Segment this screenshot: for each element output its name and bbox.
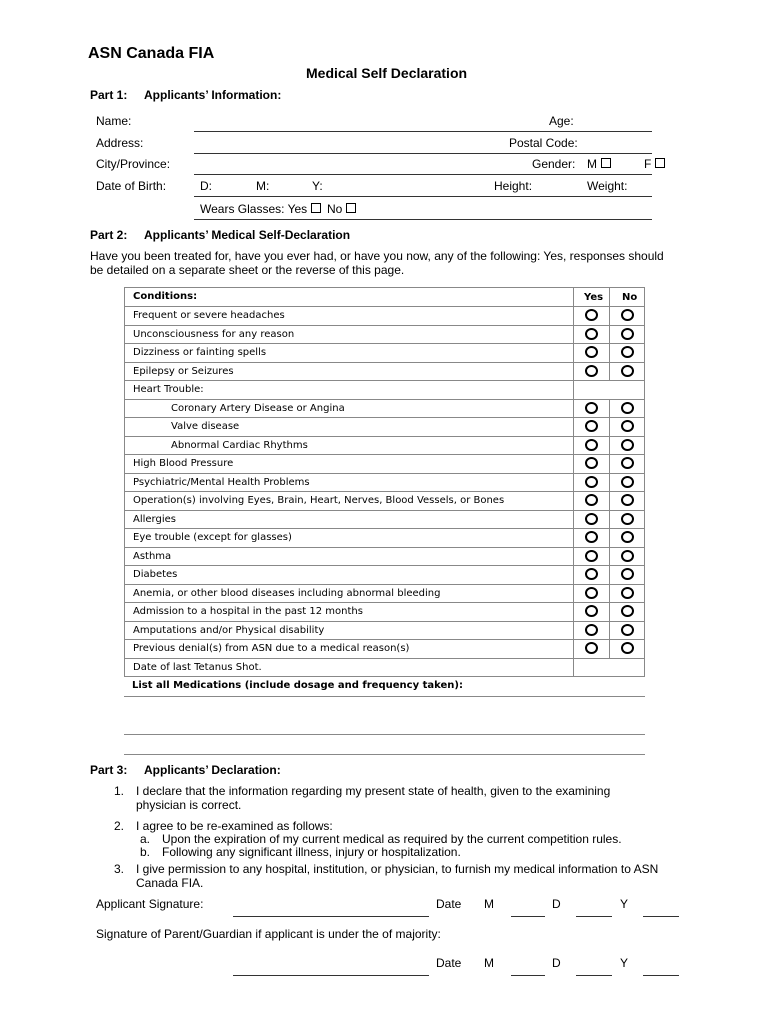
- condition-label: Amputations and/or Physical disability: [133, 624, 325, 636]
- dob-day-label: D:: [200, 179, 212, 193]
- yes-radio[interactable]: [585, 476, 598, 488]
- date-label: Date: [436, 897, 462, 911]
- no-radio[interactable]: [621, 328, 634, 340]
- city-line[interactable]: [194, 174, 652, 175]
- condition-label: Abnormal Cardiac Rhythms: [171, 439, 308, 451]
- condition-row: [124, 603, 645, 622]
- date-month-label: M: [484, 956, 494, 970]
- yes-radio[interactable]: [585, 550, 598, 562]
- condition-label: Anemia, or other blood diseases including abnormal bleeding: [133, 587, 441, 599]
- weight-label: Weight:: [587, 179, 628, 193]
- condition-row: [124, 307, 645, 326]
- yes-radio[interactable]: [585, 513, 598, 525]
- condition-label: Psychiatric/Mental Health Problems: [133, 476, 310, 488]
- date-label: Date: [436, 956, 462, 970]
- no-radio[interactable]: [621, 642, 634, 654]
- no-radio[interactable]: [621, 365, 634, 377]
- item1-number: 1.: [114, 784, 125, 798]
- tetanus-date-row: [124, 659, 645, 678]
- medications-line[interactable]: [124, 754, 645, 755]
- dob-month-label: M:: [256, 179, 270, 193]
- yes-radio[interactable]: [585, 568, 598, 580]
- table-header-row: [124, 287, 645, 307]
- city-province-label: City/Province:: [96, 157, 171, 171]
- conditions-header: Conditions:: [133, 291, 198, 302]
- condition-row: [124, 548, 645, 567]
- no-radio[interactable]: [621, 605, 634, 617]
- no-radio[interactable]: [621, 587, 634, 599]
- condition-row: [124, 474, 645, 493]
- yes-radio[interactable]: [585, 624, 598, 636]
- condition-label: Admission to a hospital in the past 12 months: [133, 606, 363, 617]
- wears-glasses-text: Wears Glasses: Yes: [200, 202, 308, 216]
- no-header: No: [622, 292, 638, 303]
- part2-title: Applicants’ Medical Self-Declaration: [144, 228, 351, 242]
- condition-label: Dizziness or fainting spells: [133, 347, 267, 358]
- no-radio[interactable]: [621, 346, 634, 358]
- condition-row: [124, 418, 645, 437]
- condition-label: Frequent or severe headaches: [133, 310, 285, 321]
- glasses-no-text: No: [327, 202, 343, 216]
- condition-row: [124, 326, 645, 345]
- condition-label: High Blood Pressure: [133, 458, 234, 469]
- glasses-line: [194, 219, 652, 220]
- item2a-text: Upon the expiration of my current medical as required by the current competition rules.: [162, 832, 622, 846]
- date-day-label: D: [552, 956, 561, 970]
- guardian-signature-line[interactable]: [233, 975, 429, 976]
- date-year-label: Y: [620, 956, 629, 970]
- applicant-signature-label: Applicant Signature:: [96, 897, 204, 911]
- no-radio[interactable]: [621, 624, 634, 636]
- no-radio[interactable]: [621, 513, 634, 525]
- yes-radio[interactable]: [585, 457, 598, 469]
- item2b-number: b.: [140, 845, 151, 859]
- address-label: Address:: [96, 136, 144, 150]
- condition-label: Eye trouble (except for glasses): [133, 532, 292, 543]
- item2-number: 2.: [114, 819, 125, 833]
- no-radio[interactable]: [621, 476, 634, 488]
- part2-intro: Have you been treated for, have you ever had, or have you now, any of the following: Yes, responses should be detailed on a separate sheet or the reverse of this page.: [90, 249, 664, 277]
- date-day-label: D: [552, 897, 561, 911]
- gender-f-text: F: [644, 157, 652, 171]
- checkbox-icon[interactable]: [311, 203, 321, 213]
- condition-label: Unconsciousness for any reason: [133, 328, 295, 340]
- item1-text: I declare that the information regarding my present state of health, given to the examining physician is correct.: [136, 784, 611, 812]
- no-radio[interactable]: [621, 550, 634, 562]
- condition-label: Allergies: [133, 513, 176, 525]
- no-radio[interactable]: [621, 494, 634, 506]
- checkbox-icon[interactable]: [601, 158, 611, 168]
- address-line[interactable]: [194, 153, 652, 154]
- yes-radio[interactable]: [585, 587, 598, 599]
- part1-title: Applicants’ Information:: [144, 88, 282, 102]
- name-line[interactable]: [194, 131, 652, 132]
- condition-row: [124, 363, 645, 382]
- date-month-line[interactable]: [511, 916, 545, 917]
- applicant-signature-line[interactable]: [233, 916, 429, 917]
- item2-text: I agree to be re-examined as follows:: [136, 819, 333, 833]
- gender-m-text: M: [587, 157, 597, 171]
- item3-text: I give permission to any hospital, institution, or physician, to furnish my medical information to ASN Canada FIA.: [136, 862, 659, 890]
- yes-radio[interactable]: [585, 605, 598, 617]
- name-label: Name:: [96, 114, 132, 128]
- dob-line[interactable]: [194, 196, 652, 197]
- yes-radio[interactable]: [585, 365, 598, 377]
- no-radio[interactable]: [621, 309, 634, 321]
- item2b-text: Following any significant illness, injury or hospitalization.: [162, 845, 461, 859]
- condition-row: [124, 455, 645, 474]
- condition-row: [124, 585, 645, 604]
- org-title: ASN Canada FIA: [88, 45, 215, 62]
- item3-number: 3.: [114, 862, 125, 876]
- condition-row: [124, 511, 645, 530]
- gender-m-option[interactable]: [587, 157, 611, 171]
- condition-label: Epilepsy or Seizures: [133, 365, 234, 377]
- no-radio[interactable]: [621, 402, 634, 414]
- condition-label: Asthma: [133, 550, 172, 562]
- condition-row: [124, 400, 645, 419]
- age-label: Age:: [549, 114, 574, 128]
- yes-radio[interactable]: [585, 642, 598, 654]
- date-day-line[interactable]: [576, 975, 612, 976]
- no-radio[interactable]: [621, 568, 634, 580]
- part2-label: Part 2:: [90, 228, 128, 242]
- date-year-label: Y: [620, 897, 629, 911]
- no-radio[interactable]: [621, 531, 634, 543]
- conditions-table: [124, 287, 645, 697]
- condition-row: [124, 566, 645, 585]
- condition-label: Date of last Tetanus Shot.: [133, 661, 262, 673]
- guardian-signature-label: Signature of Parent/Guardian if applicant is under the of majority:: [96, 927, 441, 941]
- yes-radio[interactable]: [585, 328, 598, 340]
- condition-label: Valve disease: [171, 421, 240, 432]
- yes-radio[interactable]: [585, 309, 598, 321]
- dob-label: Date of Birth:: [96, 179, 167, 193]
- condition-row: [124, 437, 645, 456]
- yes-header: Yes: [584, 292, 604, 303]
- date-day-line[interactable]: [576, 916, 612, 917]
- condition-row: [124, 640, 645, 659]
- no-radio[interactable]: [621, 439, 634, 451]
- medications-line[interactable]: [124, 734, 645, 735]
- date-year-line[interactable]: [643, 975, 679, 976]
- checkbox-icon[interactable]: [346, 203, 356, 213]
- date-month-label: M: [484, 897, 494, 911]
- condition-row: [124, 381, 645, 400]
- condition-label: Heart Trouble:: [133, 384, 204, 395]
- gender-f-option[interactable]: [644, 157, 665, 171]
- wears-glasses-yes-option[interactable]: [200, 202, 321, 216]
- yes-radio[interactable]: [585, 420, 598, 432]
- yes-radio[interactable]: [585, 494, 598, 506]
- height-label: Height:: [494, 179, 533, 193]
- wears-glasses-no-option[interactable]: [327, 202, 356, 216]
- item2a-number: a.: [140, 832, 151, 846]
- condition-label: Operation(s) involving Eyes, Brain, Heart, Nerves, Blood Vessels, or Bones: [133, 495, 505, 506]
- yes-radio[interactable]: [585, 531, 598, 543]
- condition-label: Previous denial(s) from ASN due to a medical reason(s): [133, 643, 410, 654]
- gender-label: Gender:: [532, 157, 576, 171]
- part3-label: Part 3:: [90, 763, 128, 777]
- dob-year-label: Y:: [312, 179, 323, 193]
- part1-label: Part 1:: [90, 88, 128, 102]
- no-radio[interactable]: [621, 457, 634, 469]
- no-radio[interactable]: [621, 420, 634, 432]
- yes-radio[interactable]: [585, 402, 598, 414]
- medications-label: List all Medications (include dosage and frequency taken):: [132, 680, 463, 691]
- yes-radio[interactable]: [585, 346, 598, 358]
- date-year-line[interactable]: [643, 916, 679, 917]
- document-title: Medical Self Declaration: [306, 65, 468, 81]
- date-month-line[interactable]: [511, 975, 545, 976]
- condition-row: [124, 529, 645, 548]
- checkbox-icon[interactable]: [655, 158, 665, 168]
- condition-label: Diabetes: [133, 569, 178, 580]
- medications-row: [124, 677, 645, 697]
- yes-radio[interactable]: [585, 439, 598, 451]
- postal-code-label: Postal Code:: [509, 136, 578, 150]
- part3-title: Applicants’ Declaration:: [144, 763, 281, 777]
- condition-label: Coronary Artery Disease or Angina: [171, 402, 345, 414]
- condition-row: [124, 492, 645, 511]
- condition-row: [124, 622, 645, 641]
- condition-row: [124, 344, 645, 363]
